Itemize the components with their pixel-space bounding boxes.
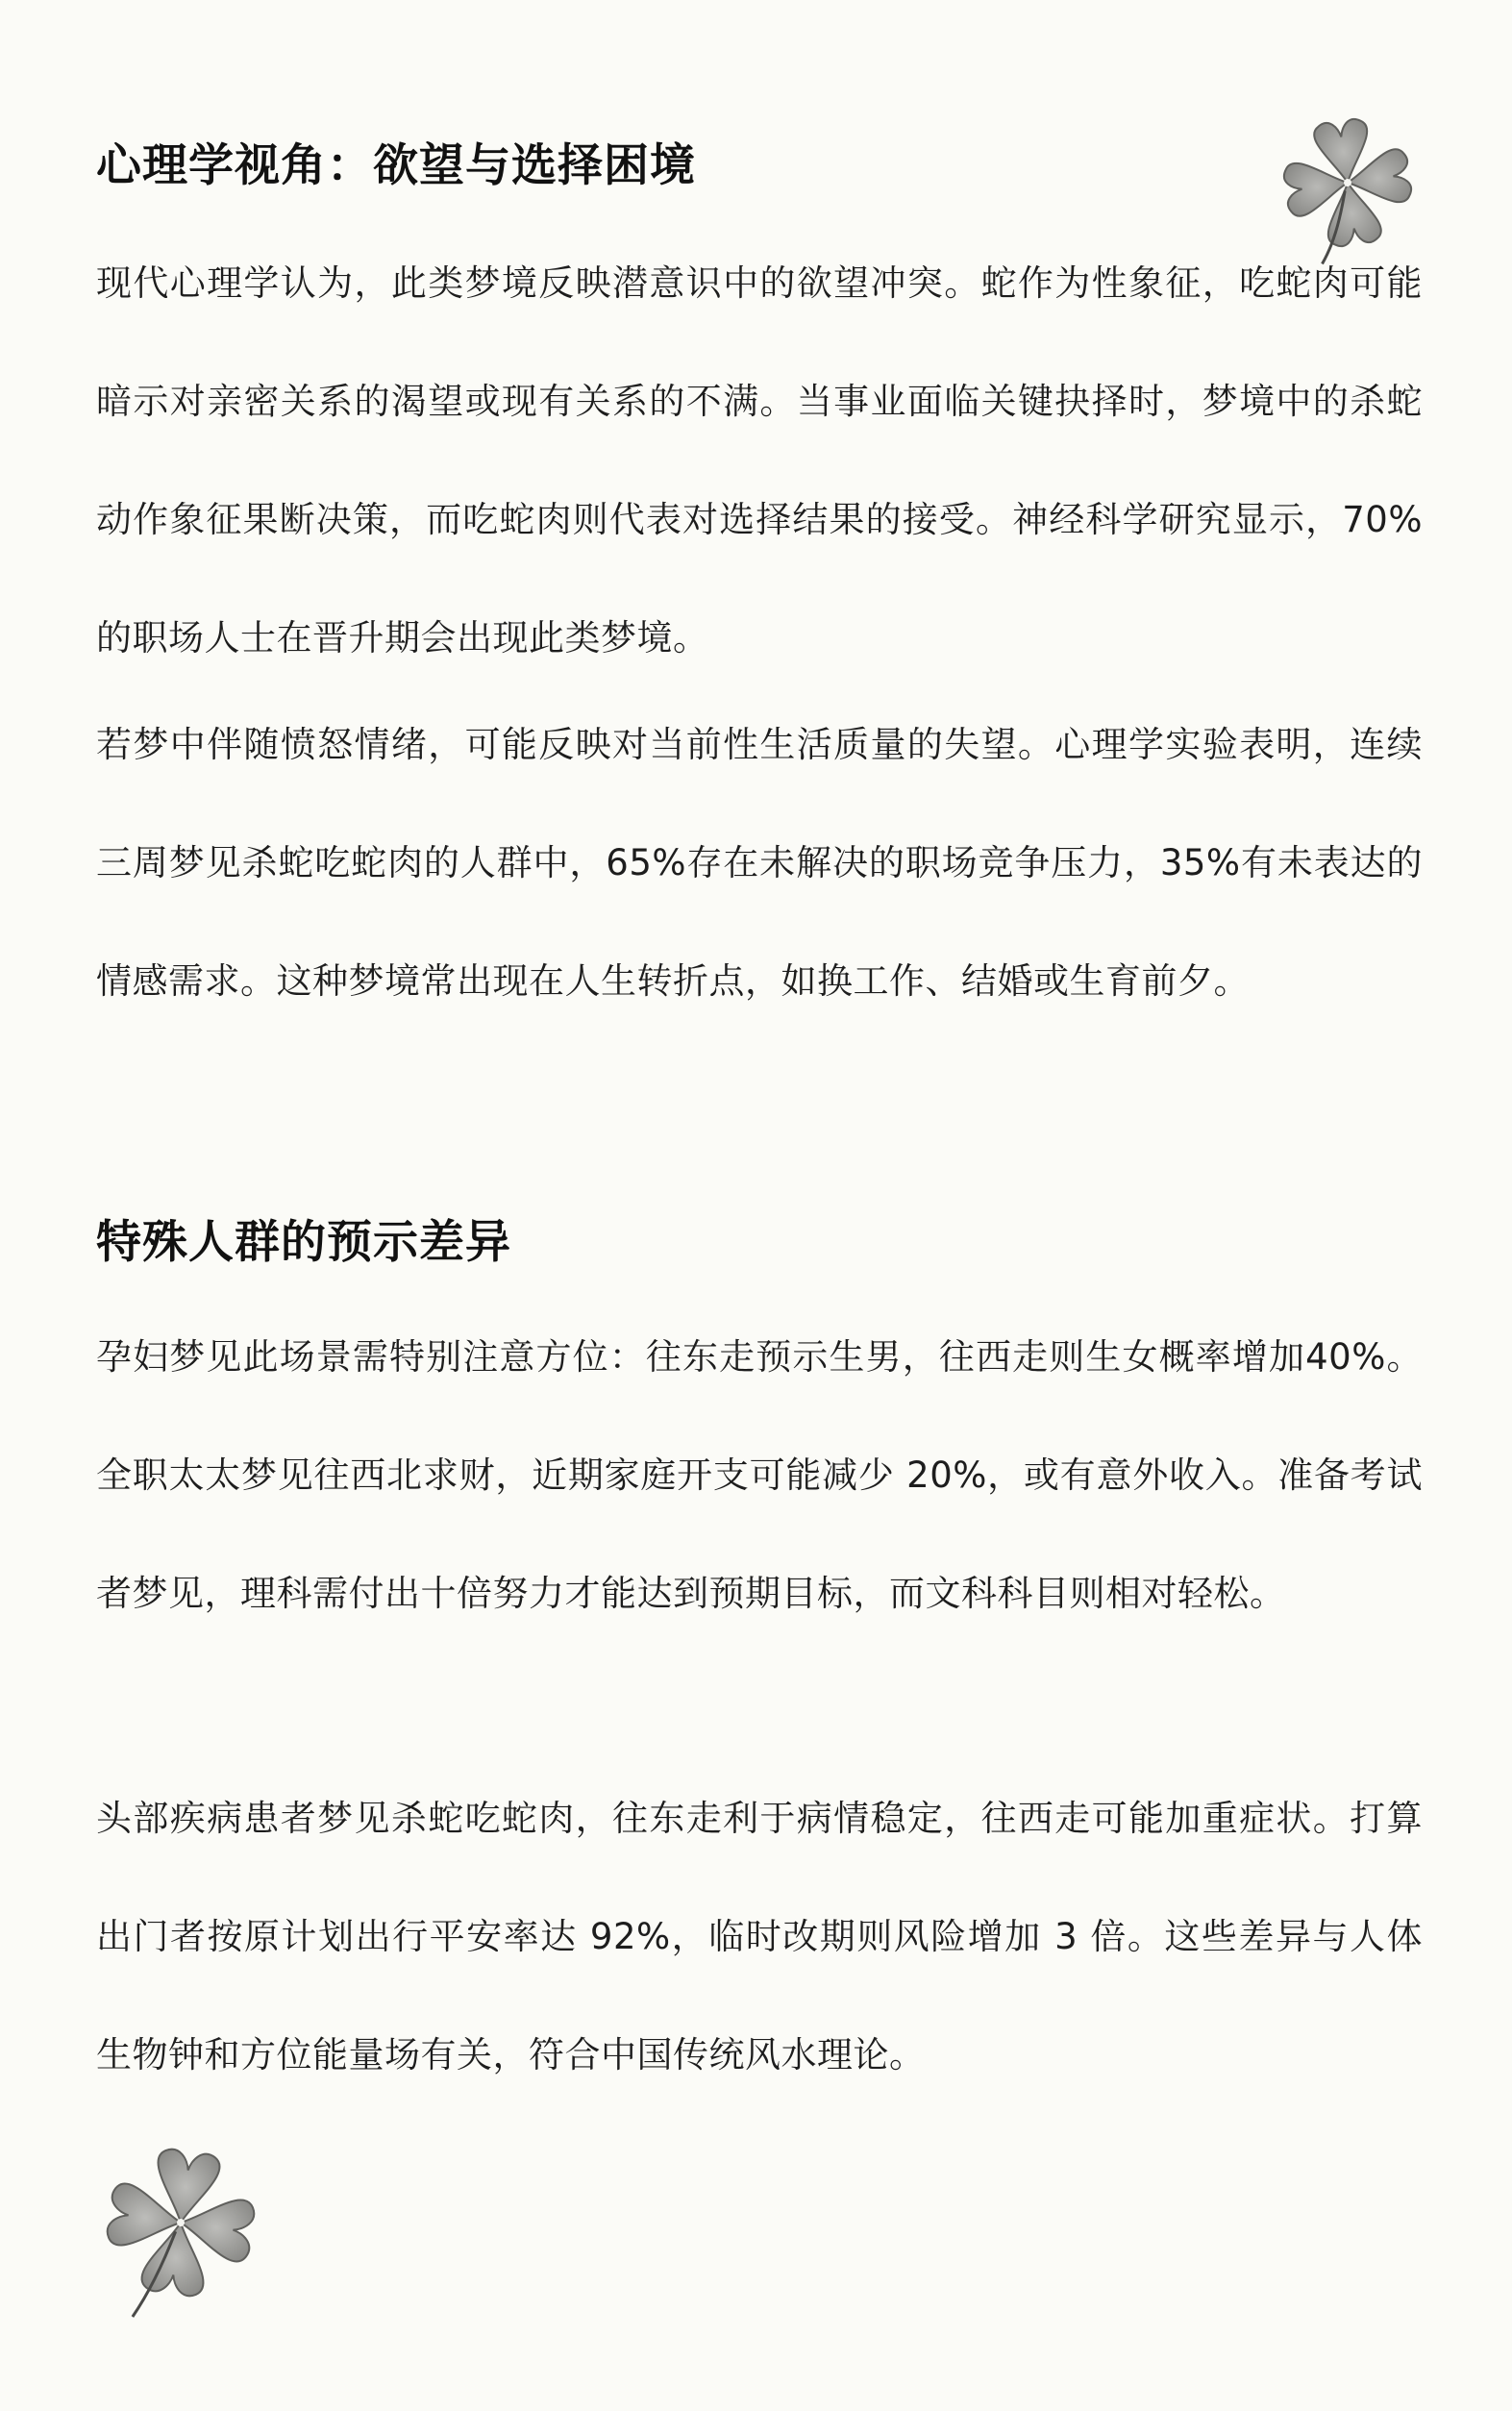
section-heading-special-groups: 特殊人群的预示差异 xyxy=(96,1216,511,1269)
clover-icon xyxy=(85,2134,267,2336)
paragraph-special-groups-2: 头部疾病患者梦见杀蛇吃蛇肉，往东走利于病情稳定，往西走可能加重症状。打算出门者按原计划出行平安率达 92%，临时改期则风险增加 3 倍。这些差异与人体生物钟和方位能量场有关，符合中国传统风水理论。 xyxy=(96,1798,1423,2075)
section-heading-psychology: 心理学视角：欲望与选择困境 xyxy=(96,139,696,192)
paragraph-psychology-2: 若梦中伴随愤怒情绪，可能反映对当前性生活质量的失望。心理学实验表明，连续三周梦见杀蛇吃蛇肉的人群中，65%存在未解决的职场竞争压力，35%有未表达的情感需求。这种梦境常出现在人生转折点，如换工作、结婚或生育前夕。 xyxy=(96,724,1423,1002)
paragraph-psychology-1: 现代心理学认为，此类梦境反映潜意识中的欲望冲突。蛇作为性象征，吃蛇肉可能暗示对亲密关系的渴望或现有关系的不满。当事业面临关键抉择时，梦境中的杀蛇动作象征果断决策，而吃蛇肉则代表对选择结果的接受。神经科学研究显示，70%的职场人士在晋升期会出现此类梦境。 xyxy=(96,262,1423,659)
paragraph-special-groups-1: 孕妇梦见此场景需特别注意方位：往东走预示生男，往西走则生女概率增加40%。全职太太梦见往西北求财，近期家庭开支可能减少 20%，或有意外收入。准备考试者梦见，理科需付出十倍努力才能达到预期目标，而文科科目则相对轻松。 xyxy=(96,1336,1423,1614)
